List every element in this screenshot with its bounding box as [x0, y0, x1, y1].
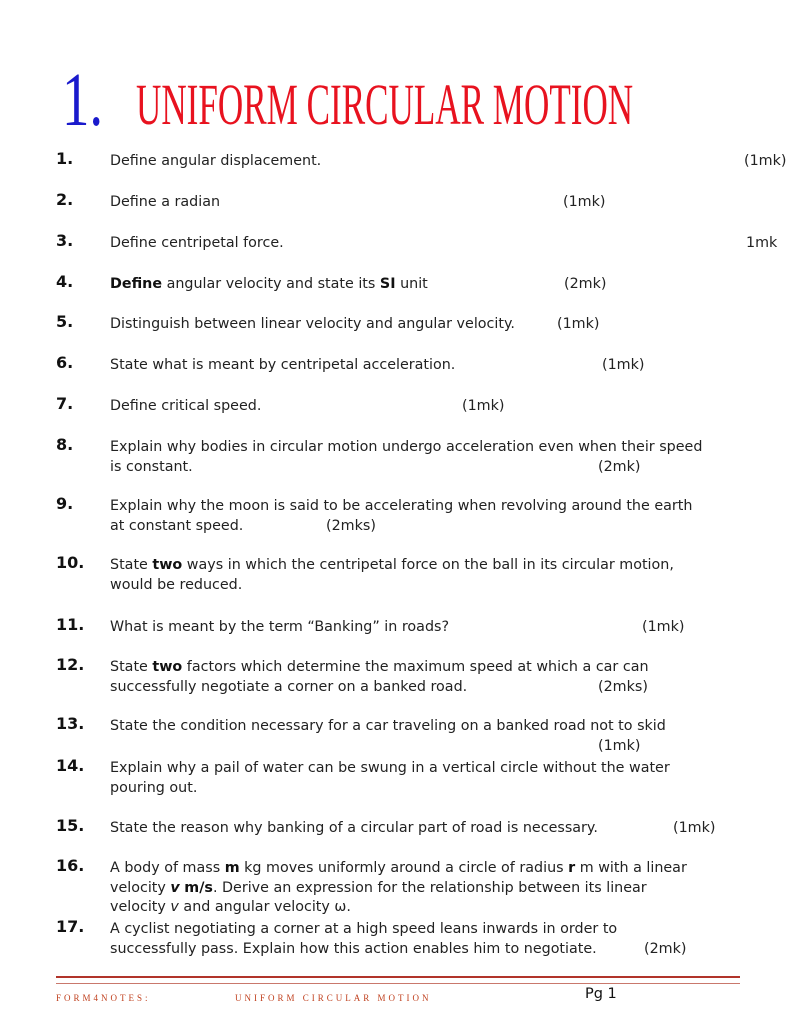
- question-marks: (1mk): [673, 820, 716, 836]
- footer-source: FORM4NOTES:: [56, 993, 151, 1003]
- question-number: 2.: [56, 190, 74, 209]
- question-number: 11.: [56, 615, 85, 634]
- question-number: 1.: [56, 149, 74, 168]
- question-text: angular velocity and state its: [162, 276, 380, 292]
- question-text: State what is meant by centripetal acceleration.: [110, 357, 456, 373]
- question-number: 5.: [56, 312, 74, 331]
- question-text: at constant speed.: [110, 517, 244, 534]
- question-number: 6.: [56, 353, 74, 372]
- question-number: 13.: [56, 714, 85, 733]
- question-text: What is meant by the term “Banking” in roads?: [110, 619, 450, 635]
- question-marks: (1mk): [563, 194, 606, 210]
- question-unit: m/s: [184, 879, 213, 896]
- chapter-number: 1.: [62, 58, 104, 142]
- question-keyword: Define: [110, 276, 163, 292]
- question-marks: (1mk): [602, 357, 645, 373]
- question-marks: (2mks): [326, 517, 376, 534]
- question-text: State: [110, 557, 153, 573]
- question-text: and angular velocity ω.: [178, 899, 351, 915]
- question-text: Define a radian: [110, 194, 221, 210]
- question-variable: v: [170, 899, 179, 915]
- question-number: 16.: [56, 856, 85, 875]
- question-marks: (2mk): [644, 940, 687, 957]
- question-text: State the condition necessary for a car traveling on a banked road not to skid: [110, 718, 666, 734]
- question-number: 4.: [56, 272, 74, 291]
- question-text: ways in which the centripetal force on the ball in its circular motion,: [182, 557, 674, 573]
- question-marks: (1mk): [462, 398, 505, 414]
- question-number: 17.: [56, 917, 85, 936]
- question-text: velocity: [110, 899, 171, 915]
- question-text: Explain why a pail of water can be swung in a vertical circle without the water: [110, 760, 670, 776]
- question-text: is constant.: [110, 458, 193, 475]
- question-keyword: two: [152, 659, 183, 675]
- question-text: m with a linear: [575, 860, 687, 876]
- question-number: 15.: [56, 816, 85, 835]
- question-marks: (1mk): [598, 737, 641, 754]
- question-number: 9.: [56, 494, 74, 513]
- question-marks: (1mk): [642, 619, 685, 635]
- question-keyword: two: [152, 557, 183, 573]
- question-text: unit: [395, 276, 428, 292]
- question-text: factors which determine the maximum speed at which a car can: [182, 659, 649, 675]
- chapter-title: UNIFORM CIRCULAR MOTION: [136, 72, 634, 137]
- question-text: kg moves uniformly around a circle of radius: [239, 860, 569, 876]
- question-text: would be reduced.: [110, 576, 243, 593]
- question-number: 8.: [56, 435, 74, 454]
- question-text: A body of mass: [110, 860, 225, 876]
- question-variable: r: [568, 860, 576, 876]
- question-variable: v: [170, 879, 180, 896]
- question-text: . Derive an expression for the relationship between its linear: [212, 879, 647, 896]
- question-text: State the reason why banking of a circular part of road is necessary.: [110, 820, 598, 836]
- question-number: 12.: [56, 655, 85, 674]
- question-marks: (2mk): [598, 458, 641, 475]
- chapter-heading: [62, 58, 742, 142]
- question-marks: 1mk: [746, 235, 778, 251]
- footer-rule-thin: [56, 983, 740, 984]
- page-number: Pg 1: [585, 986, 617, 1002]
- footer-rule: [56, 976, 740, 978]
- question-marks: (2mk): [564, 276, 607, 292]
- question-text: Define angular displacement.: [110, 153, 322, 169]
- footer-topic: UNIFORM CIRCULAR MOTION: [235, 993, 432, 1003]
- question-text: Explain why bodies in circular motion undergo acceleration even when their speed: [110, 439, 703, 455]
- question-keyword: SI: [379, 276, 396, 292]
- question-text: A cyclist negotiating a corner at a high speed leans inwards in order to: [110, 921, 618, 937]
- question-text: Explain why the moon is said to be accelerating when revolving around the earth: [110, 498, 693, 514]
- question-text: successfully pass. Explain how this action enables him to negotiate.: [110, 940, 597, 957]
- question-text: Define critical speed.: [110, 398, 262, 414]
- question-marks: (1mk): [744, 153, 786, 169]
- question-text: successfully negotiate a corner on a banked road.: [110, 678, 468, 695]
- question-text: velocity: [110, 879, 171, 896]
- question-text: pouring out.: [110, 779, 198, 796]
- question-marks: (2mks): [598, 678, 648, 695]
- question-text: Define centripetal force.: [110, 235, 284, 251]
- question-variable: m: [224, 860, 240, 876]
- question-number: 10.: [56, 553, 85, 572]
- question-number: 7.: [56, 394, 74, 413]
- question-marks: (1mk): [557, 316, 600, 332]
- question-number: 14.: [56, 756, 85, 775]
- question-text: Distinguish between linear velocity and angular velocity.: [110, 316, 515, 332]
- question-number: 3.: [56, 231, 74, 250]
- question-text: State: [110, 659, 153, 675]
